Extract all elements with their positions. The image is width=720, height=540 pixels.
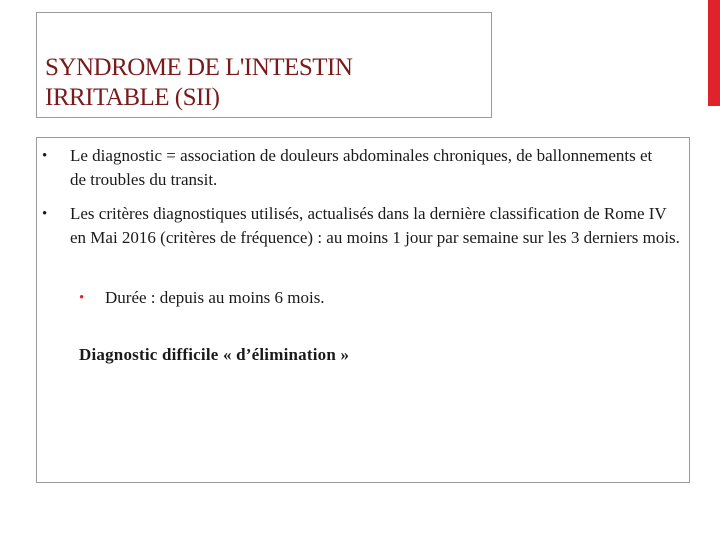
content-placeholder xyxy=(36,137,690,483)
bullet-item xyxy=(42,202,682,250)
bullet-item xyxy=(42,144,672,192)
sub-bullet-item xyxy=(79,286,639,310)
bullet-marker: • xyxy=(42,148,48,164)
bullet-text: Le diagnostic = association de douleurs abdominales chroniques, de ballonnements et de troubles du transit. xyxy=(70,146,653,189)
bullet-marker: • xyxy=(42,206,48,222)
slide-title: SYNDROME DE L'INTESTIN IRRITABLE (SII) xyxy=(45,54,353,111)
sub-bullet-marker: • xyxy=(79,290,85,306)
bullet-text: Les critères diagnostiques utilisés, actualisés dans la dernière classification de Rome IV en Mai 2016 (critères de fréquence) : au moins 1 jour par semaine sur les 3 derniers mois. xyxy=(70,204,680,247)
sub-bullet-text: Durée : depuis au moins 6 mois. xyxy=(105,288,325,307)
title-placeholder xyxy=(36,12,492,118)
diagnostic-note: Diagnostic difficile « d’élimination » xyxy=(79,345,350,364)
red-accent-bar xyxy=(708,0,720,106)
